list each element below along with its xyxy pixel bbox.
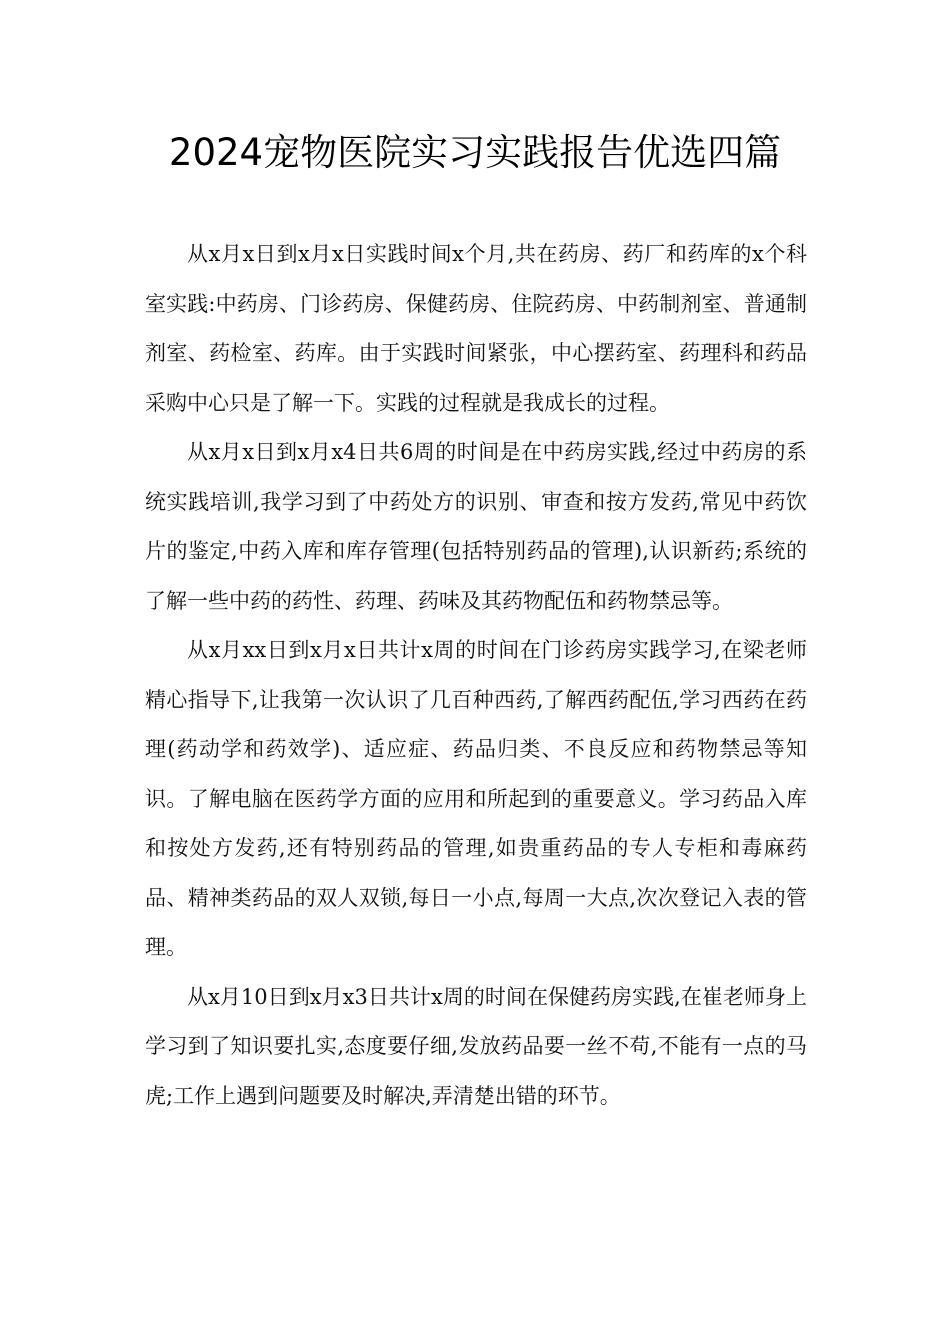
paragraph-2: 从x月x日到x月x4日共6周的时间是在中药房实践,经过中药房的系统实践培训,我学习到了中药处方的识别、审查和按方发药,常见中药饮片的鉴定,中药入库和库存管理(包括特别药品的管理),认识新药;系统的了解一些中药的药性、药理、药味及其药物配伍和药物禁忌等。 xyxy=(145,440,807,613)
document-body xyxy=(145,230,807,1121)
paragraph-4: 从x月10日到x月x3日共计x周的时间在保健药房实践,在崔老师身上学习到了知识要扎实,态度要仔细,发放药品要一丝不苟,不能有一点的马虎;工作上遇到问题要及时解决,弄清楚出错的环节。 xyxy=(145,984,807,1108)
paragraph-3: 从x月xx日到x月x日共计x周的时间在门诊药房实践学习,在梁老师精心指导下,让我第一次认识了几百种西药,了解西药配伍,学习西药在药理(药动学和药效学)、适应症、药品归类、不良反应和药物禁忌等知识。了解电脑在医药学方面的应用和所起到的重要意义。学习药品入库和按处方发药,还有特别药品的管理,如贵重药品的专人专柜和毒麻药品、精神类药品的双人双锁,每日一小点,每周一大点,次次登记入表的管理。 xyxy=(145,638,807,959)
paragraph-1: 从x月x日到x月x日实践时间x个月,共在药房、药厂和药库的x个科室实践:中药房、门诊药房、保健药房、住院药房、中药制剂室、普通制剂室、药检室、药库。由于实践时间紧张，中心摆药室、药理科和药品采购中心只是了解一下。实践的过程就是我成长的过程。 xyxy=(145,242,807,415)
document-title: 2024宠物医院实习实践报告优选四篇 xyxy=(168,131,782,174)
